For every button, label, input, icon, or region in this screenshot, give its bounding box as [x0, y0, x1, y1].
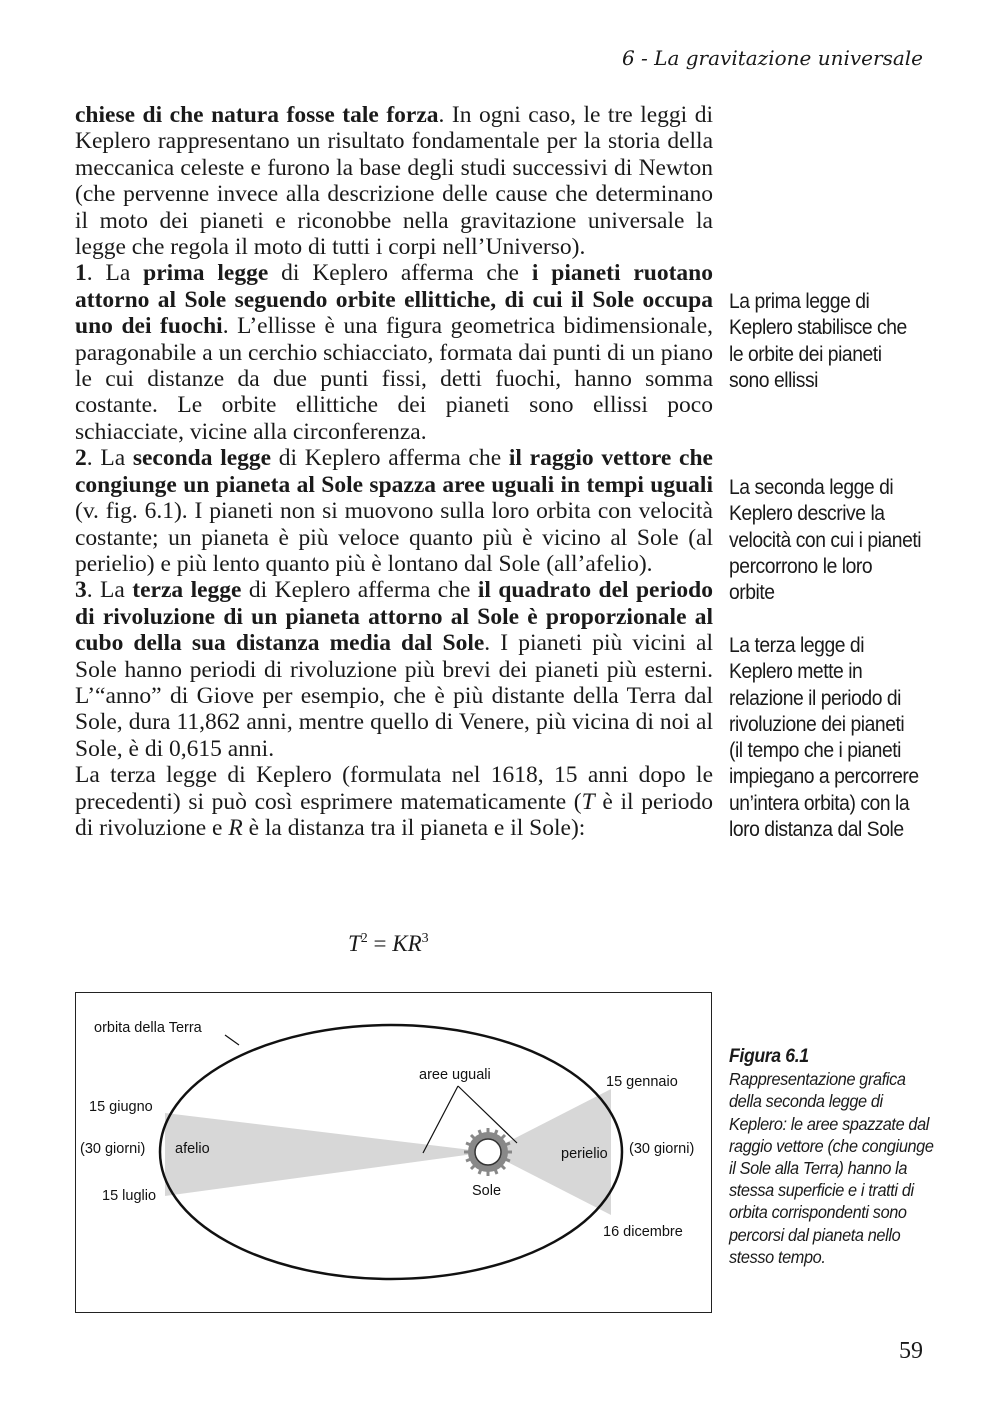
sidenote-second-law: La seconda legge di Keplero descrive la velocità con cui i pianeti percorrono le loro orbite: [729, 476, 922, 605]
aphelion-area: [165, 1113, 488, 1196]
bold-phrase: chiese di che natura fosse tale forza: [75, 102, 439, 128]
label-days-left: (30 giorni): [80, 1141, 146, 1157]
label-perihelion: perielio: [561, 1146, 608, 1162]
paragraph-first-law: 1. La prima legge di Keplero afferma che i pianeti ruotano attorno al Sole seguendo orbite ellittiche, di cui il Sole occupa uno dei fuochi. L’ellisse è una figura geometrica bidimensionale, paragonabile a un cerchio schiacciato, formata dai punti di un piano le cui distanze da due punti fissi, detti fuochi, hanno somma costante. Le orbite ellittiche dei pianeti sono ellissi poco schiacciate, vicine alla circonferenza.: [75, 260, 714, 445]
law-number: 3: [75, 577, 87, 604]
label-june-15: 15 giugno: [89, 1099, 153, 1115]
label-orbit: orbita della Terra: [94, 1020, 202, 1036]
sun-icon: [464, 1128, 512, 1176]
caption-text: Rappresentazione grafica della seconda legge di Keplero: le aree spazzate dal raggio vettore (che congiunge il Sole alla Terra) hanno la stessa superficie e i tratti di orbita corrispondenti sono percorsi dal pianeta nello stesso tempo.: [729, 1069, 934, 1267]
paragraph-formula-intro: La terza legge di Keplero (formulata nel 1618, 15 anni dopo le precedenti) si può così esprimere matematicamente (T è il periodo di rivoluzione e R è la distanza tra il pianeta e il Sole):: [75, 762, 713, 841]
paragraph-intro: chiese di che natura fosse tale forza. In ogni caso, le tre leggi di Keplero rappresentano un risultato fondamentale per la storia della meccanica celeste e furono la base degli studi successivi di Newton (che pervenne invece alla descrizione delle cause che determinano il moto dei pianeti e riconobbe nella gravitazione universale la legge che regola il moto di tutti i corpi nell’Universo).: [75, 102, 713, 261]
label-sun: Sole: [472, 1183, 502, 1199]
sidenote-first-law: La prima legge di Keplero stabilisce che le orbite dei pianeti sono ellissi: [729, 290, 907, 392]
label-equal-areas: aree uguali: [419, 1067, 491, 1083]
law-number: 1: [75, 260, 87, 287]
caption-title: Figura 6.1: [729, 1046, 809, 1067]
label-dec-16: 16 dicembre: [603, 1224, 683, 1240]
orbit-leader-line: [225, 1035, 239, 1045]
kepler-formula: $T^2 = KR^3$: [348, 931, 429, 956]
label-jan-15: 15 gennaio: [606, 1074, 678, 1090]
figure-caption: [729, 1046, 934, 1268]
orbit-diagram: [76, 993, 713, 1314]
paragraph-second-law: 2. La seconda legge di Keplero afferma che il raggio vettore che congiunge un pianeta al Sole spazza aree uguali in tempi uguali (v. fig. 6.1). I pianeti non si muovono sulla loro orbita con velocità costante; un pianeta è più veloce quanto più è vicino al Sole (al perielio) e più lento quanto più è lontano dal Sole (all’afelio).: [75, 445, 713, 577]
label-july-15: 15 luglio: [102, 1188, 157, 1204]
figure-6-1: [75, 992, 712, 1313]
label-aphelion: afelio: [175, 1141, 210, 1157]
main-text: [75, 102, 713, 841]
page-number: 59: [899, 1338, 923, 1364]
paragraph-third-law: 3. La terza legge di Keplero afferma che il quadrato del periodo di rivoluzione di un pianeta attorno al Sole è proporzionale al cubo della sua distanza media dal Sole. I pianeti più vicini al Sole hanno periodi di rivoluzione più brevi dei pianeti più esterni. L’“anno” di Giove per esempio, che è più distante della Terra dal Sole, dura 11,862 anni, mentre quello di Venere, più vicina di noi al Sole, è di 0,615 anni.: [75, 577, 713, 762]
sidenote-third-law: La terza legge di Keplero mette in relazione il periodo di rivoluzione dei pianeti (il tempo che i pianeti impiegano a percorrere un’intera orbita) con la loro distanza dal Sole: [729, 634, 919, 842]
running-header: 6 - La gravitazione universale: [621, 46, 923, 70]
law-number: 2: [75, 445, 87, 472]
equal-areas-leader-left: [423, 1086, 458, 1153]
label-days-right: (30 giorni): [629, 1141, 695, 1157]
